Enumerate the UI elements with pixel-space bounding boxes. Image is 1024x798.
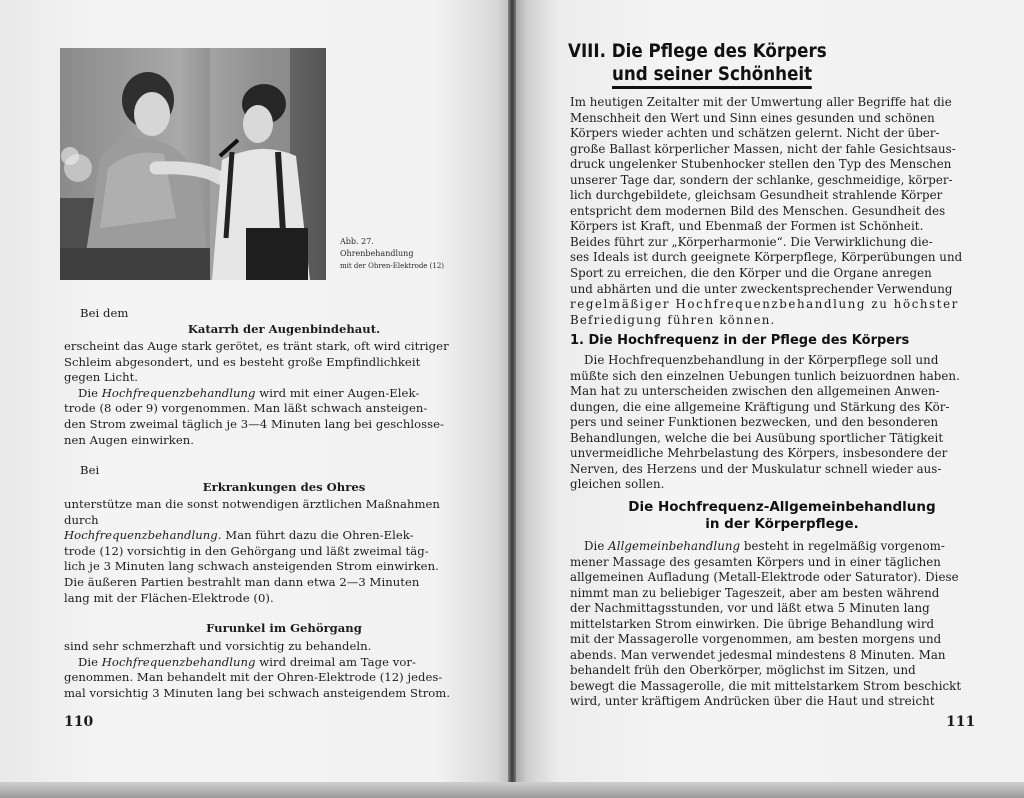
photo-illustration (60, 48, 326, 280)
text-line: große Ballast körperlicher Massen, nicht der fahle Gesichtsaus- (570, 141, 956, 156)
paragraph-intro (570, 95, 962, 328)
text-span: wird dreimal am Tage vor- (255, 654, 416, 669)
italic-term: Allgemeinbehandlung (608, 539, 741, 553)
text-line: Menschheit den Wert und Sinn eines gesunden und schönen (570, 110, 935, 125)
italic-term: Hochfrequenzbehandlung (101, 385, 256, 400)
text-line: Sport zu erreichen, die den Körper und die Organe anregen (570, 266, 932, 281)
text-line: nen Augen einwirken. (64, 432, 195, 447)
text-line: dungen, die eine allgemeine Kräftigung und Stärkung des Kör- (570, 399, 950, 414)
text-span: Die (78, 654, 102, 669)
text-line: Die äußeren Partien bestrahlt man dann etwa 2—3 Minuten (64, 574, 420, 589)
figure-photo (60, 48, 326, 280)
text-span: wird mit einer Augen-Elek- (255, 385, 420, 400)
text-line: Im heutigen Zeitalter mit der Umwertung aller Begriffe hat die (570, 95, 952, 109)
chapter-title-line-2: und seiner Schönheit (612, 63, 812, 89)
text-line (64, 655, 450, 671)
text-line: durch (64, 512, 99, 527)
paragraph-furunkel (64, 639, 450, 701)
text-line (570, 539, 961, 555)
text-line: unvermeidliche Mehrbelastung des Körpers, insbesondere der (570, 446, 948, 461)
text-line: müßte sich den einzelnen Uebungen tunlich beizuordnen haben. (570, 368, 960, 383)
text-line: Behandlungen, welche die bei Ausübung sportlicher Tätigkeit (570, 430, 944, 445)
text-span: Die (78, 385, 102, 400)
italic-term: Hochfrequenzbehandlung (101, 654, 256, 669)
caption-figure-number: Abb. 27. (340, 237, 374, 246)
intro-text-2: Bei (80, 463, 100, 477)
heading-ohres: Erkrankungen des Ohres (202, 480, 366, 494)
text-line: pers und seiner Funktionen bezwecken, und den besonderen (570, 415, 939, 430)
book-gutter (508, 0, 516, 798)
text-line: gegen Licht. (64, 370, 139, 385)
text-line: mittelstarken Strom einwirken. Die übrige Behandlung wird (570, 616, 935, 631)
text-span: . Man führt dazu die Ohren-Elek- (217, 528, 414, 543)
text-line: gleichen sollen. (570, 477, 665, 492)
text-line: nimmt man zu beliebiger Tageszeit, aber am besten während (570, 585, 940, 600)
text-line: Schleim abgesondert, und es besteht große Empfindlichkeit (64, 354, 421, 369)
text-span: besteht in regelmäßig vorgenom- (740, 539, 945, 553)
text-line: entspricht dem modernen Bild des Menschen. Gesundheit des (570, 203, 946, 218)
text-line (64, 386, 449, 402)
text-line: lich durchgebildete, gleichsam Gesundheit strahlende Körper (570, 188, 943, 203)
italic-term: Hochfrequenzbehandlung (64, 528, 218, 543)
text-line (64, 528, 440, 544)
page-number-right: 111 (946, 714, 976, 730)
text-line: unterstütze man die sonst notwendigen ärztlichen Maßnahmen (64, 497, 440, 511)
figure-caption (340, 236, 490, 272)
intro-text-1: Bei dem (80, 306, 129, 320)
text-line: wird, unter kräftigem Andrücken über die Haut und streicht (570, 694, 935, 709)
text-line: Man hat zu unterscheiden zwischen den allgemeinen Anwen- (570, 384, 940, 399)
text-line: erscheint das Auge stark gerötet, es tränt stark, oft wird citriger (64, 339, 449, 353)
text-line: genommen. Man behandelt mit der Ohren-Elektrode (12) jedes- (64, 670, 443, 685)
paragraph-ohres (64, 497, 440, 606)
text-line: unserer Tage dar, sondern der schlanke, geschmeidige, körper- (570, 172, 953, 187)
heading-augenbindehaut: Katarrh der Augenbindehaut. (187, 322, 381, 336)
page-bottom-edge (0, 782, 1024, 798)
text-line: mit der Massagerolle vorgenommen, am besten morgens und (570, 632, 942, 647)
text-line: der Nachmittagsstunden, vor und läßt etwa 5 Minuten lang (570, 601, 930, 616)
text-line: Körpers ist Kraft, und Ebenmaß der Formen ist Schönheit. (570, 219, 924, 234)
right-page (512, 0, 1024, 798)
text-line: druck ungelenker Stubenhocker stellen den Typ des Menschen (570, 157, 952, 172)
text-line: und abhärten und die unter zweckentsprechender Verwendung (570, 281, 953, 296)
text-line: Beides führt zur „Körperharmonie“. Die Verwirklichung die- (570, 234, 933, 249)
chapter-title-line-1: VIII. Die Pflege des Körpers (568, 40, 827, 62)
caption-subtitle: mit der Ohren-Elektrode (12) (340, 262, 445, 270)
paragraph-allgemein (570, 539, 961, 710)
text-line: Die Hochfrequenzbehandlung in der Körperpflege soll und (584, 353, 939, 367)
subheading-line-2: in der Körperpflege. (705, 516, 859, 532)
page-number-left: 110 (64, 714, 94, 730)
paragraph-section (570, 353, 960, 493)
text-line: lich je 3 Minuten lang schwach ansteigenden Strom einwirken. (64, 559, 439, 574)
paragraph-augen (64, 339, 449, 448)
text-line: behandelt früh den Oberkörper, möglichst im Sitzen, und (570, 663, 916, 678)
text-line: trode (8 oder 9) vorgenommen. Man läßt schwach ansteigen- (64, 401, 428, 416)
text-span: Die (584, 539, 609, 553)
text-line: sind sehr schmerzhaft und vorsichtig zu behandeln. (64, 639, 372, 653)
text-line: Körpers wieder achten und schätzen gelernt. Nicht der über- (570, 126, 940, 141)
text-line: mener Massage des gesamten Körpers und in einer täglichen (570, 554, 941, 569)
text-line: Nerven, des Herzens und der Muskulatur schnell wieder aus- (570, 461, 942, 476)
text-line: regelmäßiger Hochfrequenzbehandlung zu höchster (570, 297, 959, 312)
caption-title: Ohrenbehandlung (340, 249, 414, 258)
text-line: allgemeinen Aufladung (Metall-Elektrode oder Saturator). Diese (570, 570, 959, 585)
text-line: bewegt die Massagerolle, die mit mittelstarkem Strom beschickt (570, 678, 962, 693)
text-line: ses Ideals ist durch geeignete Körperpflege, Körperübungen und (570, 250, 963, 265)
subheading-line-1: Die Hochfrequenz-Allgemeinbehandlung (628, 499, 936, 515)
text-line: lang mit der Flächen-Elektrode (0). (64, 590, 274, 605)
text-line: abends. Man verwendet jedesmal mindestens 8 Minuten. Man (570, 647, 946, 662)
text-line: Befriedigung führen können. (570, 312, 776, 327)
heading-furunkel: Furunkel im Gehörgang (206, 621, 362, 635)
text-line: den Strom zweimal täglich je 3—4 Minuten lang bei geschlosse- (64, 416, 445, 431)
text-line: mal vorsichtig 3 Minuten lang bei schwach ansteigendem Strom. (64, 685, 451, 700)
section-heading: 1. Die Hochfrequenz in der Pflege des Körpers (570, 333, 910, 348)
text-line: trode (12) vorsichtig in den Gehörgang und läßt zweimal täg- (64, 543, 429, 558)
